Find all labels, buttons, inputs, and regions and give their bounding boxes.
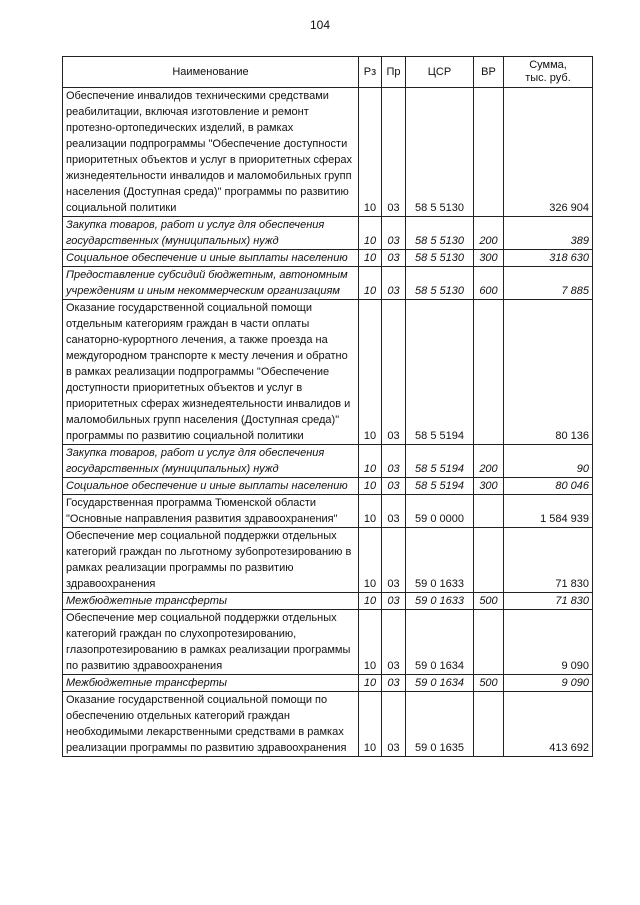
row-sum: 389 [504,217,593,250]
row-vr [474,495,504,528]
row-name: Социальное обеспечение и иные выплаты населению [63,478,359,495]
row-rz: 10 [359,528,382,593]
header-name: Наименование [63,57,359,88]
row-csr: 58 5 5194 [406,445,474,478]
row-pr: 03 [382,300,406,445]
row-sum: 80 136 [504,300,593,445]
row-name: Оказание государственной социальной помощи по обеспечению отдельных категорий граждан необходимыми лекарственными средствами в рамках реализации программы по развитию здравоохранения [63,692,359,757]
row-pr: 03 [382,593,406,610]
page-number: 104 [309,18,331,32]
row-vr: 500 [474,675,504,692]
row-vr: 300 [474,250,504,267]
table-row [63,445,593,478]
table-row [63,593,593,610]
row-rz: 10 [359,692,382,757]
row-name: Оказание государственной социальной помощи отдельным категориям граждан в части оплаты санаторно-курортного лечения, а также проезда на междугородном транспорте к месту лечения и обратно в рамках реализации подпрограммы "Обеспечение доступности приоритетных объектов и услуг в приоритетных сферах жизнедеятельности инвалидов и маломобильных групп населения (Доступная среда)" программы по развитию социальной политики [63,300,359,445]
row-rz: 10 [359,610,382,675]
row-csr: 59 0 0000 [406,495,474,528]
row-vr: 500 [474,593,504,610]
row-name: Обеспечение мер социальной поддержки отдельных категорий граждан по слухопротезированию, глазопротезированию в рамках реализации программы по развитию здравоохранения [63,610,359,675]
table-row [63,692,593,757]
header-sum-line1: Сумма, [529,59,567,71]
row-csr: 59 0 1634 [406,610,474,675]
row-rz: 10 [359,250,382,267]
row-rz: 10 [359,267,382,300]
row-rz: 10 [359,478,382,495]
row-sum: 318 630 [504,250,593,267]
header-csr: ЦСР [406,57,474,88]
row-pr: 03 [382,495,406,528]
row-vr: 600 [474,267,504,300]
row-name: Социальное обеспечение и иные выплаты населению [63,250,359,267]
table-row [63,88,593,217]
row-pr: 03 [382,250,406,267]
table-row [63,478,593,495]
row-vr [474,528,504,593]
row-sum: 90 [504,445,593,478]
row-pr: 03 [382,217,406,250]
row-sum: 1 584 939 [504,495,593,528]
row-name: Обеспечение мер социальной поддержки отдельных категорий граждан по льготному зубопротезированию в рамках реализации программы по развитию здравоохранения [63,528,359,593]
table-row [63,300,593,445]
row-name: Предоставление субсидий бюджетным, автономным учреждениям и иным некоммерческим организациям [63,267,359,300]
table-row [63,495,593,528]
row-csr: 58 5 5130 [406,267,474,300]
row-pr: 03 [382,478,406,495]
row-rz: 10 [359,445,382,478]
row-pr: 03 [382,675,406,692]
header-vr: ВР [474,57,504,88]
table-row [63,675,593,692]
table-row [63,250,593,267]
row-vr [474,88,504,217]
row-vr: 200 [474,217,504,250]
header-sum-line2: тыс. руб. [525,72,571,84]
row-csr: 58 5 5194 [406,478,474,495]
row-csr: 59 0 1633 [406,593,474,610]
row-rz: 10 [359,495,382,528]
table-row [63,610,593,675]
row-vr: 300 [474,478,504,495]
row-pr: 03 [382,692,406,757]
row-csr: 59 0 1633 [406,528,474,593]
row-vr [474,610,504,675]
row-sum: 9 090 [504,675,593,692]
row-sum: 71 830 [504,593,593,610]
header-rz: Рз [359,57,382,88]
row-sum: 71 830 [504,528,593,593]
row-pr: 03 [382,88,406,217]
row-csr: 59 0 1635 [406,692,474,757]
row-pr: 03 [382,610,406,675]
row-csr: 58 5 5130 [406,217,474,250]
row-pr: 03 [382,528,406,593]
table-row [63,217,593,250]
table-row [63,267,593,300]
row-vr: 200 [474,445,504,478]
row-name: Межбюджетные трансферты [63,675,359,692]
row-pr: 03 [382,267,406,300]
header-pr: Пр [382,57,406,88]
header-sum [504,57,593,88]
row-rz: 10 [359,593,382,610]
row-rz: 10 [359,88,382,217]
row-pr: 03 [382,445,406,478]
row-sum: 9 090 [504,610,593,675]
row-name: Межбюджетные трансферты [63,593,359,610]
row-vr [474,692,504,757]
budget-table [62,56,593,757]
row-name: Государственная программа Тюменской области "Основные направления развития здравоохранения" [63,495,359,528]
row-csr: 58 5 5130 [406,250,474,267]
row-sum: 413 692 [504,692,593,757]
row-name: Обеспечение инвалидов техническими средствами реабилитации, включая изготовление и ремонт протезно-ортопедических изделий, в рамках реализации подпрограммы "Обеспечение доступности приоритетных объектов и услуг в приоритетных сферах жизнедеятельности инвалидов и маломобильных групп населения (Доступная среда)" программы по развитию социальной политики [63,88,359,217]
row-rz: 10 [359,217,382,250]
row-csr: 59 0 1634 [406,675,474,692]
row-sum: 80 046 [504,478,593,495]
row-rz: 10 [359,675,382,692]
row-name: Закупка товаров, работ и услуг для обеспечения государственных (муниципальных) нужд [63,445,359,478]
table-row [63,528,593,593]
row-vr [474,300,504,445]
row-name: Закупка товаров, работ и услуг для обеспечения государственных (муниципальных) нужд [63,217,359,250]
table-header-row [63,57,593,88]
row-csr: 58 5 5130 [406,88,474,217]
row-csr: 58 5 5194 [406,300,474,445]
row-sum: 326 904 [504,88,593,217]
row-sum: 7 885 [504,267,593,300]
row-rz: 10 [359,300,382,445]
